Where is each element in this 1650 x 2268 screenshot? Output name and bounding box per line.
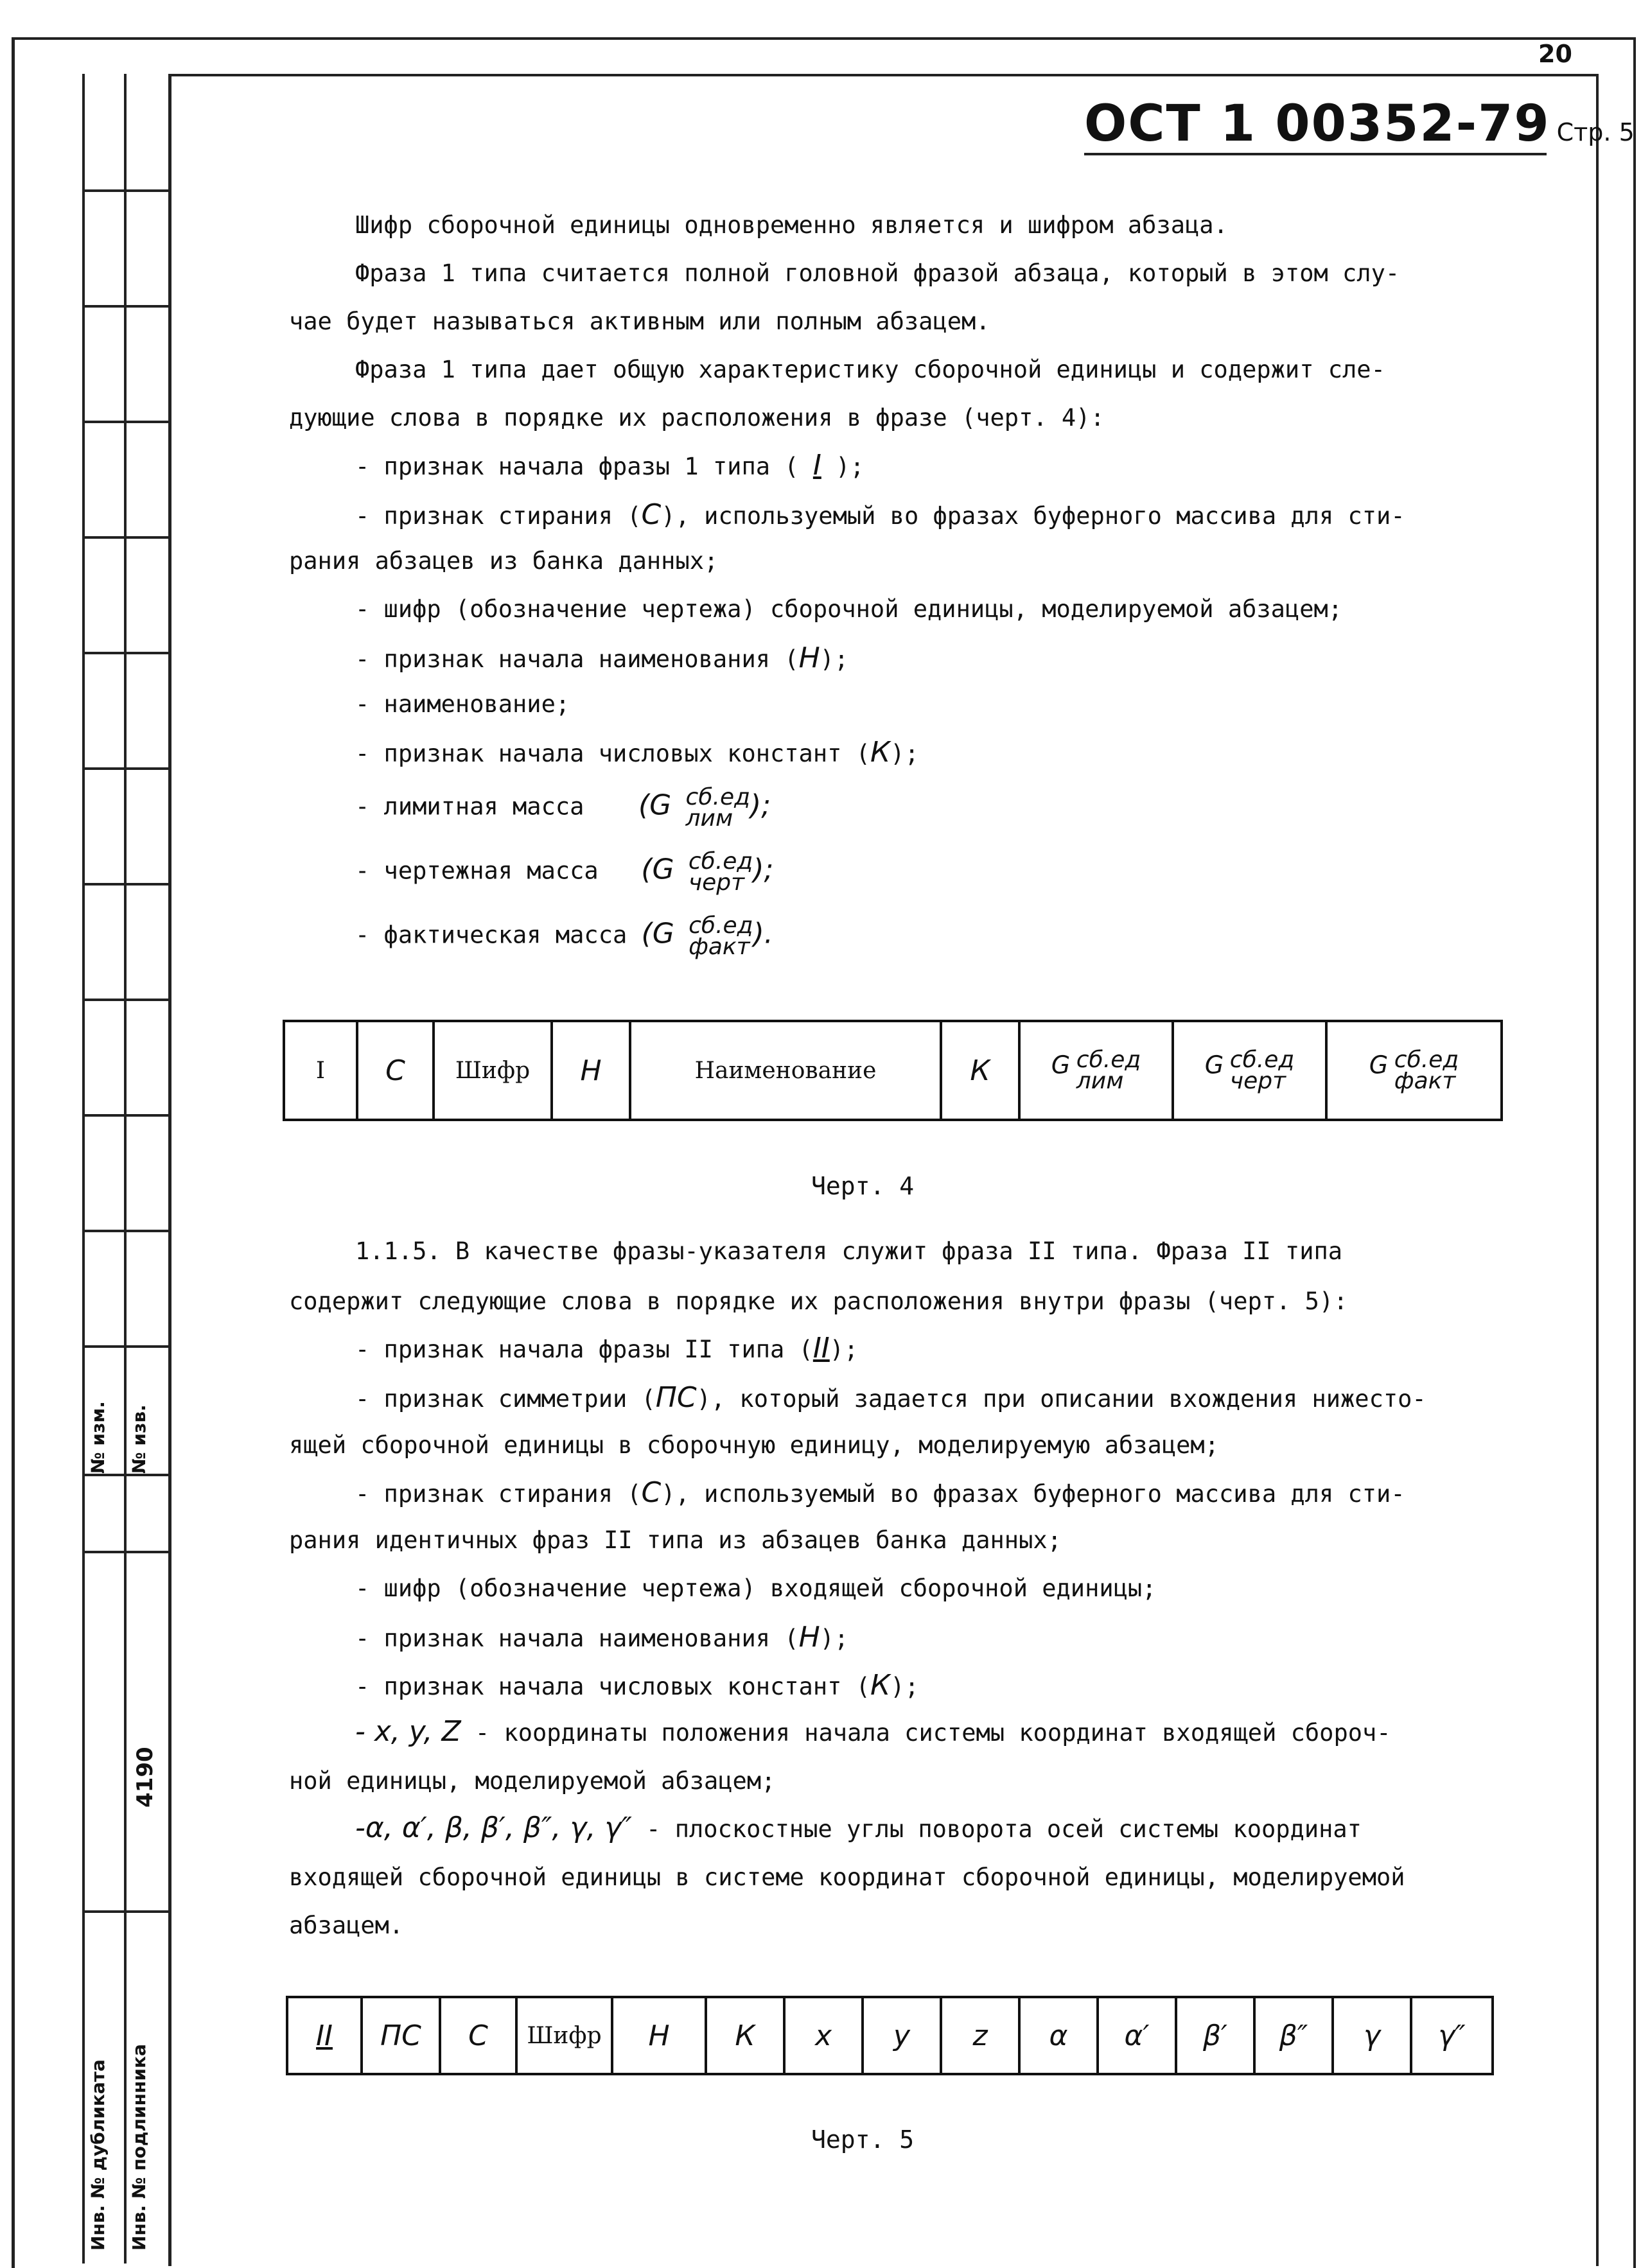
table-cell: α′ — [1098, 1997, 1176, 2074]
constants-marker: К — [870, 1669, 891, 1702]
standard-code: ОСТ 1 00352-79 — [1084, 95, 1550, 153]
mass-formula: ). — [753, 917, 773, 950]
text-line: чае будет называться активным или полным абзацем. — [289, 308, 990, 335]
mass-formula: G — [652, 853, 674, 886]
table-cell-text: II — [316, 2019, 333, 2052]
table-cell — [1173, 1021, 1326, 1120]
page-label: Стр. 5 — [1556, 118, 1635, 146]
mass-formula: G — [1051, 1051, 1071, 1079]
list-item — [355, 1381, 1426, 1414]
mass-formula: факт — [1394, 1068, 1456, 1094]
list-item-text: - признак стирания ( — [355, 502, 642, 530]
side-cell-line — [82, 1345, 168, 1348]
coordinate-symbols: - x, y, Z — [355, 1715, 461, 1748]
table-cell: Наименование — [630, 1021, 941, 1120]
header-underline — [1084, 153, 1547, 155]
list-item-text: - плоскостные углы поворота осей системы координат — [631, 1815, 1362, 1843]
inventory-number: 4190 — [132, 1747, 158, 1808]
list-item-text: - признак начала наименования ( — [355, 1625, 799, 1652]
list-item — [355, 1476, 1405, 1509]
drawing-4-table — [283, 1020, 1503, 1121]
list-item-text: - признак начала числовых констант ( — [355, 1673, 870, 1700]
mass-formula: сб.ед — [1229, 1046, 1295, 1073]
side-cell-line — [82, 1910, 168, 1913]
mass-formula: черт — [1229, 1068, 1286, 1094]
list-item — [355, 498, 1405, 531]
list-item-text: ); — [890, 1673, 919, 1700]
list-item — [355, 784, 771, 832]
mass-formula: сб.ед — [685, 784, 751, 810]
side-cell-line — [82, 1114, 168, 1117]
text-line: Шифр сборочной единицы одновременно является и шифром абзаца. — [355, 211, 1228, 239]
mass-formula: ); — [750, 789, 771, 822]
angle-symbols: -α, α′, β, β′, β″, γ, γ″ — [355, 1811, 632, 1844]
table-cell: α — [1019, 1997, 1098, 2074]
list-item-text: ), используемый во фразах буферного массива для сти- — [661, 1480, 1405, 1508]
list-item-text: - координаты положения начала системы координат входящей сбороч- — [461, 1719, 1391, 1747]
mass-formula: G — [652, 917, 674, 950]
mass-formula: лим — [685, 805, 733, 832]
list-item — [355, 1623, 848, 1652]
table-cell: ПС — [362, 1997, 440, 2074]
mass-formula: G — [649, 789, 672, 822]
mass-formula — [1076, 1046, 1141, 1094]
erase-marker: С — [641, 498, 662, 531]
phrase-marker: II — [812, 1332, 830, 1365]
phrase-marker: I — [812, 449, 821, 482]
mass-formula — [685, 784, 751, 832]
list-item — [355, 1671, 919, 1700]
table-cell: С — [357, 1021, 434, 1120]
list-item-text: - признак симметрии ( — [355, 1385, 656, 1413]
constants-marker: К — [870, 736, 891, 769]
mass-formula: сб.ед — [688, 848, 753, 875]
side-cell-line — [82, 1551, 168, 1553]
drawing-5-table — [286, 1996, 1494, 2075]
table-cell: β′ — [1176, 1997, 1254, 2074]
text-line: ящей сборочной единицы в сборочную единицу, моделируемую абзацем; — [289, 1431, 1219, 1459]
text-line: ной единицы, моделируемой абзацем; — [289, 1767, 776, 1795]
figure-caption: Черт. 4 — [811, 1172, 915, 1200]
side-cell-line — [82, 189, 168, 192]
list-item-text: - чертежная масса — [355, 857, 599, 885]
list-item: - шифр (обозначение чертежа) входящей сборочной единицы; — [355, 1575, 1157, 1602]
table-cell: z — [941, 1997, 1019, 2074]
mass-formula: ); — [753, 853, 774, 886]
text-line: содержит следующие слова в порядке их расположения внутри фразы (черт. 5): — [289, 1287, 1348, 1315]
name-marker: Н — [798, 1621, 820, 1653]
side-cell-line — [82, 767, 168, 770]
table-cell: Н — [612, 1997, 706, 2074]
table-cell: x — [784, 1997, 863, 2074]
text-line: дующие слова в порядке их расположения в фразе (черт. 4): — [289, 404, 1105, 432]
list-item-text: - признак стирания ( — [355, 1480, 642, 1508]
text-line: рания идентичных фраз II типа из абзацев банка данных; — [289, 1526, 1062, 1554]
table-cell: Шифр — [516, 1997, 612, 2074]
page-number: 20 — [1538, 40, 1572, 68]
mass-formula: факт — [689, 934, 750, 961]
table-cell: К — [941, 1021, 1019, 1120]
symmetry-marker: ПС — [655, 1381, 697, 1414]
mass-formula — [689, 912, 753, 961]
list-item-text: ); — [820, 645, 849, 673]
mass-formula — [1229, 1046, 1295, 1094]
table-cell: Шифр — [434, 1021, 552, 1120]
list-item — [355, 641, 849, 674]
list-item-text: ); — [836, 453, 864, 480]
list-item-text: ); — [820, 1625, 849, 1652]
duplicate-inventory-label: Инв. № дубликата — [87, 2059, 109, 2251]
table-cell: Н — [552, 1021, 630, 1120]
list-item-text: - фактическая масса — [355, 921, 628, 949]
list-item-text: ), используемый во фразах буферного массива для сти- — [661, 502, 1405, 530]
side-cell-line — [82, 421, 168, 423]
table-cell: y — [863, 1997, 941, 2074]
list-item-text: - признак начала наименования ( — [355, 645, 799, 673]
side-cell-line — [82, 652, 168, 654]
side-cell-line — [82, 305, 168, 308]
mass-formula: ( — [641, 917, 653, 950]
figure-caption: Черт. 5 — [811, 2125, 915, 2154]
table-cell: γ″ — [1411, 1997, 1493, 2074]
table-cell: С — [440, 1997, 516, 2074]
mass-formula: лим — [1076, 1068, 1124, 1094]
mass-formula: сб.ед — [689, 912, 753, 939]
mass-formula: сб.ед — [1076, 1046, 1141, 1073]
text-line: Фраза 1 типа дает общую характеристику сборочной единицы и содержит сле- — [355, 356, 1385, 383]
notice-label: № изв. — [128, 1404, 150, 1474]
revision-label: № изм. — [87, 1401, 109, 1474]
table-cell: К — [706, 1997, 784, 2074]
list-item-text: - лимитная масса — [355, 792, 584, 821]
table-cell: β″ — [1254, 1997, 1333, 2074]
table-cell — [1326, 1021, 1502, 1120]
original-inventory-label: Инв. № подлинника — [128, 2044, 150, 2251]
list-item: - наименование; — [355, 690, 570, 718]
list-item-text: ); — [829, 1336, 859, 1363]
list-item — [355, 1334, 858, 1363]
mass-formula — [688, 848, 753, 896]
side-cell-line — [82, 999, 168, 1001]
mass-formula: сб.ед — [1394, 1046, 1459, 1073]
list-item — [355, 1715, 1391, 1748]
list-item: - шифр (обозначение чертежа) сборочной единицы, моделируемой абзацем; — [355, 595, 1343, 623]
list-item-text: - признак начала фразы 1 типа ( — [355, 453, 799, 480]
mass-formula: G — [1204, 1051, 1224, 1079]
list-item-text: - признак начала числовых констант ( — [355, 740, 870, 767]
mass-formula — [1394, 1046, 1459, 1094]
text-line: входящей сборочной единицы в системе координат сборочной единицы, моделируемой — [289, 1863, 1405, 1891]
side-column — [82, 74, 168, 2264]
name-marker: Н — [798, 641, 820, 674]
text-line: 1.1.5. В качестве фразы-указателя служит фраза II типа. Фраза II типа — [355, 1237, 1343, 1265]
list-item — [355, 451, 864, 480]
list-item — [355, 1811, 1362, 1844]
mass-formula: черт — [688, 869, 745, 896]
list-item — [355, 848, 774, 896]
side-cell-line — [82, 536, 168, 539]
list-item-text: - признак начала фразы II типа ( — [355, 1336, 813, 1363]
list-item-text: ), который задается при описании вхождения нижесто- — [696, 1385, 1426, 1413]
table-cell — [1019, 1021, 1173, 1120]
side-divider — [82, 74, 85, 2264]
side-cell-line — [82, 1474, 168, 1476]
list-item-text: ); — [890, 740, 919, 767]
table-cell — [287, 1997, 362, 2074]
mass-formula: G — [1369, 1051, 1389, 1079]
text-line: Фраза 1 типа считается полной головной фразой абзаца, который в этом слу- — [355, 259, 1400, 287]
side-cell-line — [82, 1230, 168, 1232]
table-cell: I — [284, 1021, 357, 1120]
erase-marker: С — [641, 1476, 662, 1509]
list-item — [355, 912, 773, 961]
side-divider — [124, 74, 127, 2264]
text-line: абзацем. — [289, 1912, 404, 1939]
table-cell: γ — [1333, 1997, 1411, 2074]
mass-formula: ( — [641, 853, 653, 886]
mass-formula: ( — [638, 789, 650, 822]
side-cell-line — [82, 883, 168, 885]
document-header — [1084, 95, 1635, 153]
list-item — [355, 738, 919, 767]
text-line: рания абзацев из банка данных; — [289, 547, 719, 575]
